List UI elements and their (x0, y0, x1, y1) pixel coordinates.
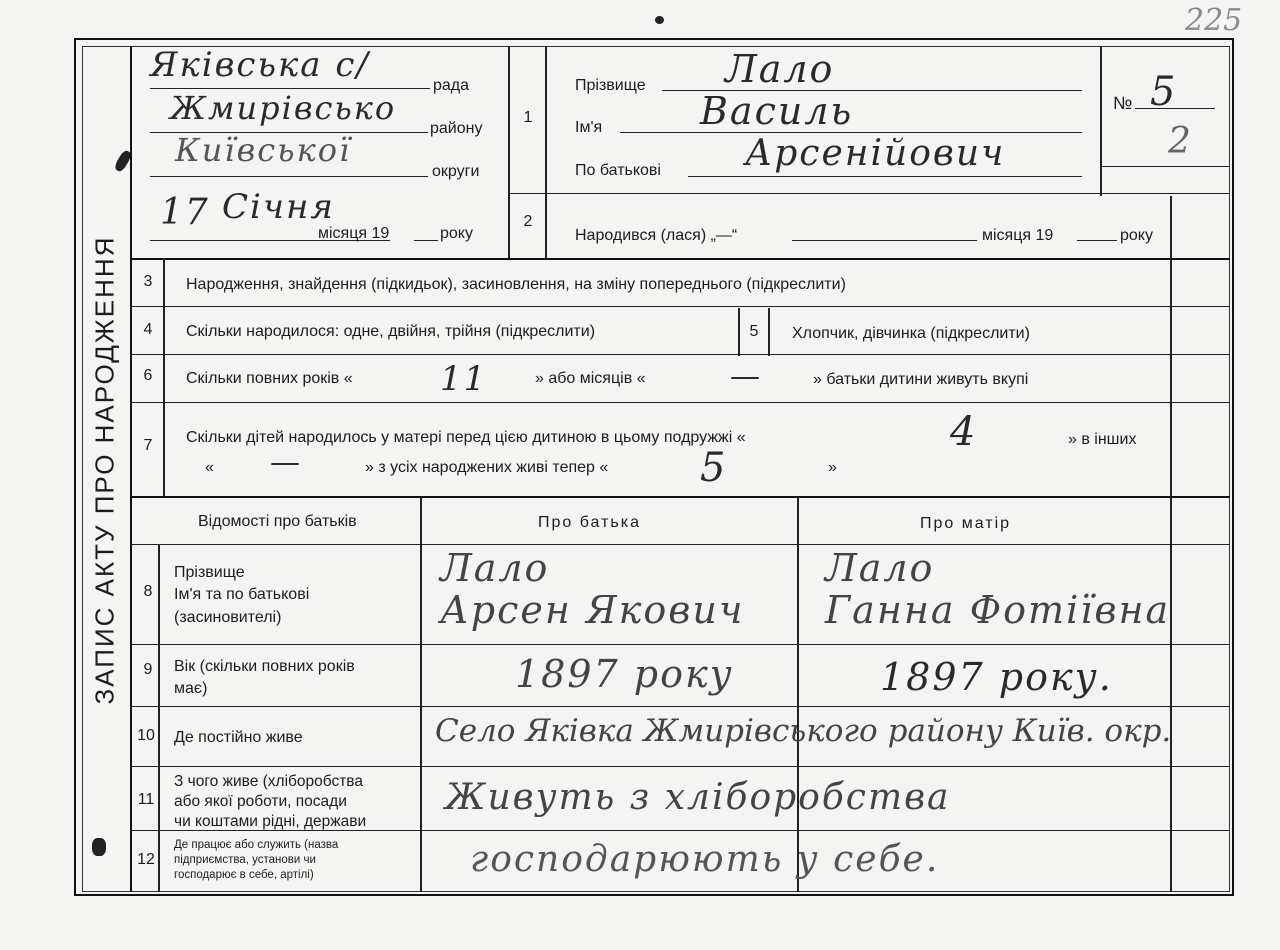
born-label: Народився (лася) „—“ (575, 227, 738, 244)
parent-row-10-bottom (130, 766, 1230, 767)
okrug-line (150, 176, 428, 177)
row-6-text-b: » або місяців « (535, 370, 646, 387)
parents-header-mother: Про матір (920, 515, 1012, 532)
parent-row-9-label: Вік (скільки повних років має) (174, 658, 355, 698)
row-6-months-handwriting: — (730, 359, 762, 394)
parent-row-10-label: Де постійно живе (174, 729, 303, 746)
record-number-handwriting: 5 (1150, 69, 1178, 115)
born-line (792, 240, 977, 241)
parents-col-mother-right (1170, 498, 1172, 892)
parent-row-12-number: 12 (137, 851, 155, 868)
parent-row-9-mother: 1897 року. (880, 655, 1113, 699)
row-7-line-1-end: » в інших (1068, 431, 1137, 448)
row-5-num-divider (768, 308, 770, 356)
row-7-in-marriage-handwriting: 4 (950, 409, 978, 455)
row-3-num-divider (163, 258, 165, 496)
row-7-line-2-mid: » з усіх народжених живі тепер « (365, 459, 609, 476)
row-7-line-1: Скільки дітей народилось у матері перед цією дитиною в цьому подружжі « (186, 429, 746, 446)
surname-handwriting: Лало (725, 47, 835, 91)
name-label: Ім'я (575, 119, 603, 136)
surname-label: Прізвище (575, 77, 646, 94)
record-number-label: № (1113, 93, 1133, 113)
row-5-number: 5 (749, 323, 759, 340)
parent-row-8-bottom (130, 644, 1230, 645)
row-5-bottom (130, 354, 1230, 355)
scan-speck (655, 16, 664, 24)
born-year-label: року (1120, 227, 1153, 244)
parent-row-12-label: Де працює або служить (назва підприємства, установи чи господарює в себе, артілі) (174, 839, 339, 881)
row-2-number: 2 (523, 213, 533, 230)
row-7-alive-handwriting: 5 (700, 445, 728, 491)
date-month-label: місяця 19 (318, 225, 390, 242)
header-mid-line (508, 193, 1230, 194)
parent-row-8-mother: Лало Ганна Фотіївна (825, 546, 1171, 632)
record-box-bottom (1100, 166, 1230, 167)
parent-row-11-label: З чого живе (хліборобства або якої роботи, посади чи коштами рідні, держави (174, 773, 367, 831)
header-num-divider (545, 46, 547, 260)
row-4-text: Скільки народилося: одне, двійня, трійня (підкреслити) (186, 323, 596, 340)
row-5-left-divider (738, 308, 740, 356)
parent-row-8-father: Лало Арсен Якович (440, 546, 745, 632)
date-year-label: року (440, 225, 473, 242)
parent-row-8-number: 8 (143, 583, 153, 600)
name-handwriting: Василь (700, 89, 854, 133)
row-4-number: 4 (143, 321, 153, 338)
row-7-line-2-start: « (205, 459, 214, 476)
parents-header-info: Відомості про батьків (198, 513, 357, 530)
scan-speck (92, 838, 106, 856)
row-6-text-c: » батьки дитини живуть вкупі (813, 371, 1029, 388)
okrug-handwriting: Київської (175, 131, 352, 169)
row-7-bottom (130, 496, 1230, 498)
row-3-bottom (130, 306, 1230, 307)
row-5-text: Хлопчик, дівчинка (підкреслити) (792, 325, 1030, 342)
parents-header-father: Про батька (538, 514, 641, 531)
parents-header-bottom (130, 544, 1230, 545)
parent-row-8-label: Прізвище Ім'я та по батькові (засиновителі) (174, 564, 310, 626)
row-7-other-handwriting: — (270, 445, 302, 480)
patronymic-handwriting: Арсенійович (745, 133, 1006, 174)
rada-label: рада (433, 77, 470, 94)
row-3-number: 3 (143, 273, 153, 290)
row-7-number: 7 (143, 437, 153, 454)
year-line (414, 240, 438, 241)
row-6-number: 6 (143, 367, 153, 384)
parent-row-9-bottom (130, 706, 1230, 707)
header-bottom-line (130, 258, 1230, 260)
parent-row-12-father: господарюють у себе. (470, 839, 940, 880)
row-3-text: Народження, знайдення (підкидьок), засиновлення, на зміну попереднього (підкреслити) (186, 276, 846, 293)
parent-row-11-bottom (130, 830, 1230, 831)
parent-row-10-number: 10 (137, 727, 155, 744)
header-left-divider (508, 46, 510, 260)
parent-row-11-number: 11 (137, 791, 155, 808)
rayon-handwriting: Жмирівсько (170, 89, 397, 127)
record-number-handwriting-2: 2 (1168, 121, 1193, 162)
page-number: 225 (1185, 3, 1243, 38)
patronymic-label: По батькові (575, 162, 661, 179)
parents-num-divider (158, 544, 160, 892)
parents-col-father-divider (797, 498, 799, 892)
row-7-line-2-end: » (828, 459, 837, 476)
parent-row-10-father: Село Яківка Жмирівського району Київ. окр. (435, 713, 1172, 749)
parent-row-9-number: 9 (143, 661, 153, 678)
row-6-text-a: Скільки повних років « (186, 370, 353, 387)
born-year-line (1077, 240, 1117, 241)
rada-handwriting: Яківська с/ (150, 45, 370, 85)
date-month-handwriting: Січня (222, 187, 335, 227)
row-1-number: 1 (523, 109, 533, 126)
patronymic-line (688, 176, 1082, 177)
row-6-bottom (130, 402, 1230, 403)
parent-row-9-father: 1897 року (515, 652, 734, 696)
okrug-label: округи (432, 163, 480, 180)
parent-row-11-father: Живуть з хліборобства (445, 777, 951, 818)
date-day-handwriting: 17 (160, 192, 210, 233)
row-6-years-handwriting: 11 (440, 359, 488, 399)
record-no-divider (1100, 46, 1102, 196)
row2-right-divider (1170, 196, 1172, 496)
born-month-label: місяця 19 (982, 227, 1054, 244)
rayon-label: району (430, 120, 483, 137)
parents-col-info-divider (420, 498, 422, 892)
